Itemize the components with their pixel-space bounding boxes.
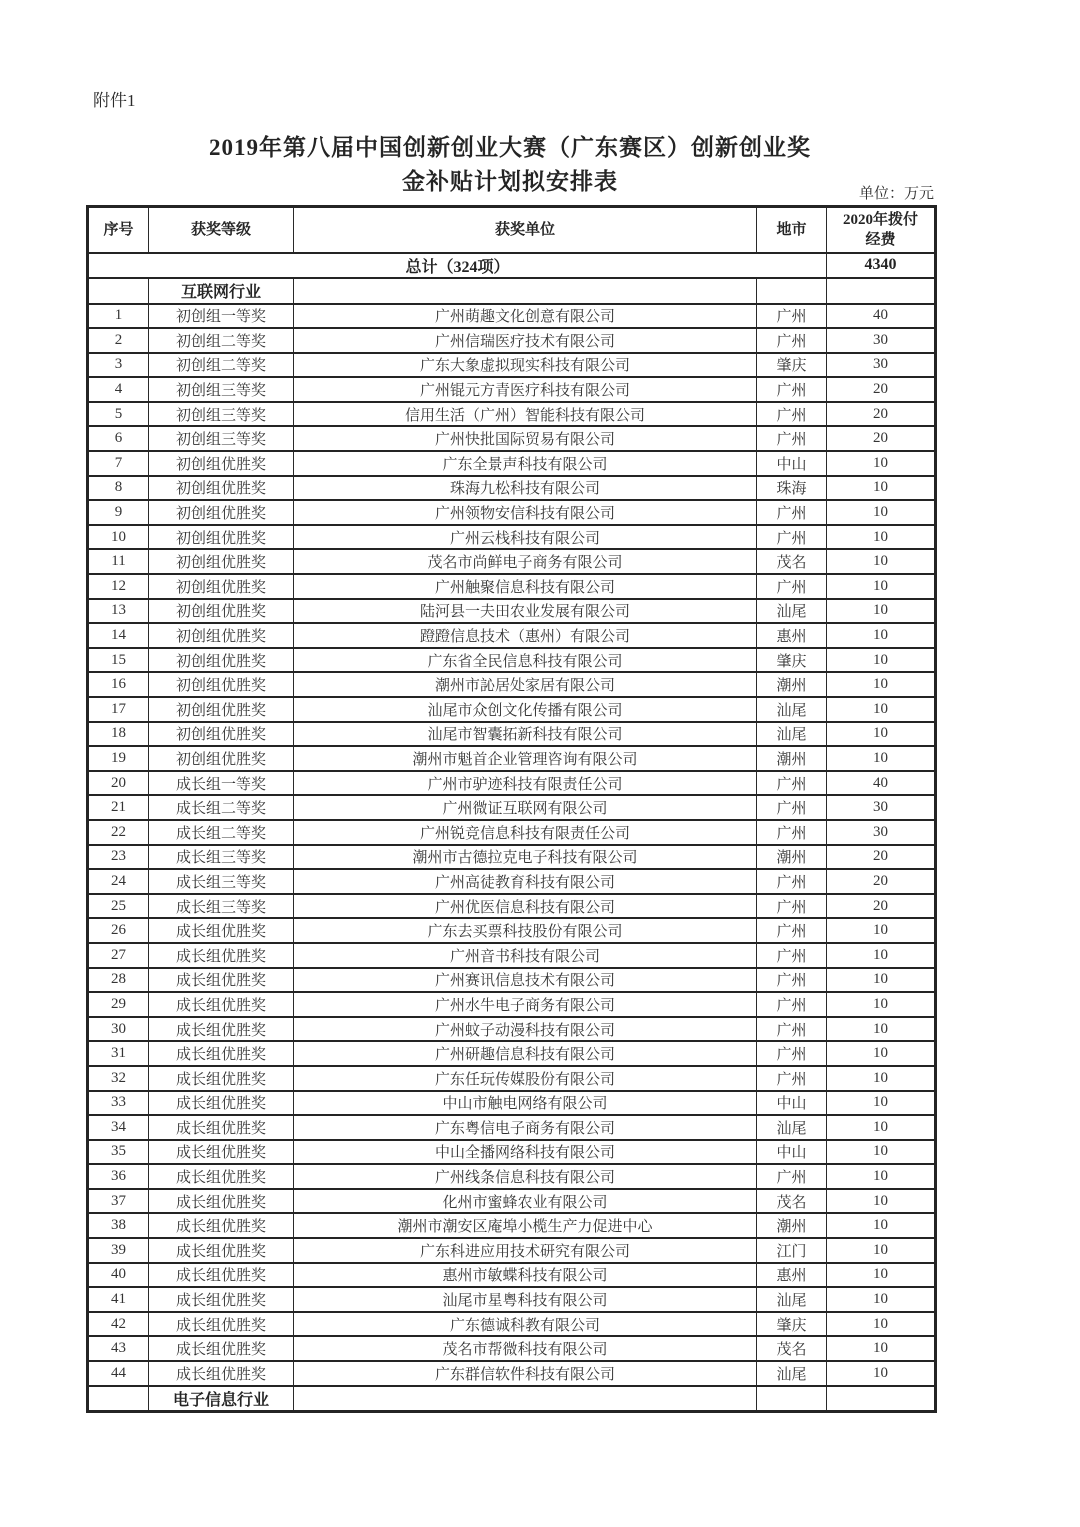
row-city: 茂名 bbox=[757, 549, 827, 574]
row-city: 中山 bbox=[757, 1140, 827, 1165]
row-company: 广州云栈科技有限公司 bbox=[294, 525, 757, 550]
row-company: 广州研趣信息科技有限公司 bbox=[294, 1041, 757, 1066]
section-row bbox=[88, 278, 936, 304]
row-no: 36 bbox=[88, 1164, 149, 1189]
section-name: 电子信息行业 bbox=[149, 1386, 294, 1412]
col-header-level: 获奖等级 bbox=[149, 207, 294, 253]
row-no: 44 bbox=[88, 1361, 149, 1386]
row-no: 28 bbox=[88, 968, 149, 993]
row-company: 陆河县一夫田农业发展有限公司 bbox=[294, 599, 757, 624]
row-level: 成长组优胜奖 bbox=[149, 1017, 294, 1042]
row-amount: 10 bbox=[827, 500, 936, 525]
row-level: 初创组优胜奖 bbox=[149, 451, 294, 476]
row-company: 广州锟元方青医疗科技有限公司 bbox=[294, 377, 757, 402]
row-level: 成长组三等奖 bbox=[149, 845, 294, 870]
row-city: 珠海 bbox=[757, 476, 827, 501]
row-no: 15 bbox=[88, 648, 149, 673]
row-level: 初创组一等奖 bbox=[149, 304, 294, 329]
row-company: 广东科进应用技术研究有限公司 bbox=[294, 1238, 757, 1263]
table-row bbox=[88, 402, 936, 427]
row-city: 广州 bbox=[757, 377, 827, 402]
row-no: 24 bbox=[88, 869, 149, 894]
row-city: 广州 bbox=[757, 894, 827, 919]
section-cell-company bbox=[294, 278, 757, 304]
row-amount: 10 bbox=[827, 1238, 936, 1263]
row-company: 信用生活（广州）智能科技有限公司 bbox=[294, 402, 757, 427]
section-cell-amount bbox=[827, 278, 936, 304]
row-level: 成长组优胜奖 bbox=[149, 1140, 294, 1165]
row-level: 初创组二等奖 bbox=[149, 353, 294, 378]
row-no: 9 bbox=[88, 500, 149, 525]
row-level: 成长组优胜奖 bbox=[149, 943, 294, 968]
row-level: 初创组优胜奖 bbox=[149, 648, 294, 673]
row-city: 肇庆 bbox=[757, 1312, 827, 1337]
section-cell-city bbox=[757, 278, 827, 304]
col-header-city: 地市 bbox=[757, 207, 827, 253]
row-amount: 40 bbox=[827, 771, 936, 796]
table-row bbox=[88, 599, 936, 624]
row-company: 茂名市尚鲜电子商务有限公司 bbox=[294, 549, 757, 574]
row-no: 19 bbox=[88, 746, 149, 771]
table-row bbox=[88, 648, 936, 673]
table-row bbox=[88, 549, 936, 574]
row-city: 广州 bbox=[757, 943, 827, 968]
row-city: 汕尾 bbox=[757, 1115, 827, 1140]
row-city: 广州 bbox=[757, 304, 827, 329]
row-company: 中山市触电网络有限公司 bbox=[294, 1091, 757, 1116]
row-city: 中山 bbox=[757, 451, 827, 476]
row-no: 1 bbox=[88, 304, 149, 329]
page-title-line2: 金补贴计划拟安排表 bbox=[402, 169, 618, 194]
total-amount: 4340 bbox=[827, 253, 936, 278]
row-amount: 20 bbox=[827, 402, 936, 427]
row-level: 初创组优胜奖 bbox=[149, 722, 294, 747]
row-amount: 10 bbox=[827, 599, 936, 624]
row-company: 潮州市訫居处家居有限公司 bbox=[294, 672, 757, 697]
row-company: 广州高徒教育科技有限公司 bbox=[294, 869, 757, 894]
row-level: 成长组优胜奖 bbox=[149, 1115, 294, 1140]
row-amount: 10 bbox=[827, 1263, 936, 1288]
row-no: 5 bbox=[88, 402, 149, 427]
table-row bbox=[88, 672, 936, 697]
row-amount: 30 bbox=[827, 328, 936, 353]
row-amount: 10 bbox=[827, 992, 936, 1017]
row-no: 26 bbox=[88, 918, 149, 943]
table-row bbox=[88, 722, 936, 747]
row-level: 初创组优胜奖 bbox=[149, 672, 294, 697]
row-company: 化州市蜜蜂农业有限公司 bbox=[294, 1189, 757, 1214]
row-level: 成长组二等奖 bbox=[149, 820, 294, 845]
row-no: 13 bbox=[88, 599, 149, 624]
row-no: 32 bbox=[88, 1066, 149, 1091]
row-city: 中山 bbox=[757, 1091, 827, 1116]
row-company: 广东德诚科教有限公司 bbox=[294, 1312, 757, 1337]
table-row bbox=[88, 451, 936, 476]
row-city: 广州 bbox=[757, 1066, 827, 1091]
row-company: 潮州市魁首企业管理咨询有限公司 bbox=[294, 746, 757, 771]
row-company: 惠州市敏蝶科技有限公司 bbox=[294, 1263, 757, 1288]
row-company: 广东全景声科技有限公司 bbox=[294, 451, 757, 476]
header-row bbox=[88, 207, 936, 253]
table-row bbox=[88, 992, 936, 1017]
row-company: 广东粤信电子商务有限公司 bbox=[294, 1115, 757, 1140]
table-row bbox=[88, 771, 936, 796]
page-title-line1: 2019年第八届中国创新创业大赛（广东赛区）创新创业奖 bbox=[209, 135, 811, 160]
col-header-no: 序号 bbox=[88, 207, 149, 253]
section-cell-city bbox=[757, 1386, 827, 1412]
row-amount: 10 bbox=[827, 648, 936, 673]
table-row bbox=[88, 1091, 936, 1116]
row-city: 广州 bbox=[757, 869, 827, 894]
row-level: 成长组优胜奖 bbox=[149, 1287, 294, 1312]
row-company: 广州萌趣文化创意有限公司 bbox=[294, 304, 757, 329]
row-no: 30 bbox=[88, 1017, 149, 1042]
table-row bbox=[88, 845, 936, 870]
row-company: 潮州市潮安区庵埠小榄生产力促进中心 bbox=[294, 1213, 757, 1238]
row-amount: 10 bbox=[827, 746, 936, 771]
table-row bbox=[88, 1164, 936, 1189]
row-amount: 10 bbox=[827, 968, 936, 993]
row-level: 成长组优胜奖 bbox=[149, 1189, 294, 1214]
row-city: 潮州 bbox=[757, 746, 827, 771]
table-row bbox=[88, 746, 936, 771]
table-row bbox=[88, 623, 936, 648]
row-company: 广州领物安信科技有限公司 bbox=[294, 500, 757, 525]
row-company: 广州信瑞医疗技术有限公司 bbox=[294, 328, 757, 353]
row-amount: 10 bbox=[827, 476, 936, 501]
row-company: 广东任玩传媒股份有限公司 bbox=[294, 1066, 757, 1091]
row-level: 初创组三等奖 bbox=[149, 426, 294, 451]
row-level: 初创组优胜奖 bbox=[149, 525, 294, 550]
table-row bbox=[88, 1312, 936, 1337]
row-level: 成长组优胜奖 bbox=[149, 1361, 294, 1386]
row-no: 21 bbox=[88, 795, 149, 820]
row-no: 23 bbox=[88, 845, 149, 870]
row-company: 广州快批国际贸易有限公司 bbox=[294, 426, 757, 451]
row-amount: 10 bbox=[827, 1041, 936, 1066]
row-no: 22 bbox=[88, 820, 149, 845]
row-amount: 10 bbox=[827, 451, 936, 476]
table-body bbox=[88, 253, 936, 1412]
row-company: 汕尾市星粤科技有限公司 bbox=[294, 1287, 757, 1312]
row-city: 汕尾 bbox=[757, 697, 827, 722]
row-amount: 10 bbox=[827, 1091, 936, 1116]
section-cell-no bbox=[88, 278, 149, 304]
col-header-funding-line1: 2020年拨付 bbox=[842, 211, 918, 228]
row-no: 2 bbox=[88, 328, 149, 353]
row-no: 7 bbox=[88, 451, 149, 476]
row-city: 汕尾 bbox=[757, 1287, 827, 1312]
row-no: 41 bbox=[88, 1287, 149, 1312]
row-company: 广东群信软件科技有限公司 bbox=[294, 1361, 757, 1386]
unit-label: 单位：万元 bbox=[858, 186, 934, 202]
row-amount: 20 bbox=[827, 426, 936, 451]
table-row bbox=[88, 697, 936, 722]
row-amount: 10 bbox=[827, 1066, 936, 1091]
row-level: 成长组三等奖 bbox=[149, 869, 294, 894]
row-amount: 10 bbox=[827, 943, 936, 968]
row-city: 肇庆 bbox=[757, 648, 827, 673]
row-no: 33 bbox=[88, 1091, 149, 1116]
row-level: 成长组优胜奖 bbox=[149, 1263, 294, 1288]
row-company: 广州线条信息科技有限公司 bbox=[294, 1164, 757, 1189]
row-company: 茂名市帮微科技有限公司 bbox=[294, 1336, 757, 1361]
row-city: 潮州 bbox=[757, 1213, 827, 1238]
row-company: 广州触聚信息科技有限公司 bbox=[294, 574, 757, 599]
row-no: 39 bbox=[88, 1238, 149, 1263]
row-no: 11 bbox=[88, 549, 149, 574]
row-city: 肇庆 bbox=[757, 353, 827, 378]
row-no: 37 bbox=[88, 1189, 149, 1214]
row-level: 成长组优胜奖 bbox=[149, 1164, 294, 1189]
row-no: 25 bbox=[88, 894, 149, 919]
table-row bbox=[88, 894, 936, 919]
row-amount: 10 bbox=[827, 623, 936, 648]
row-company: 广州水牛电子商务有限公司 bbox=[294, 992, 757, 1017]
row-level: 成长组优胜奖 bbox=[149, 1041, 294, 1066]
row-city: 广州 bbox=[757, 574, 827, 599]
row-level: 成长组优胜奖 bbox=[149, 918, 294, 943]
row-amount: 20 bbox=[827, 894, 936, 919]
row-city: 广州 bbox=[757, 992, 827, 1017]
row-level: 成长组优胜奖 bbox=[149, 1091, 294, 1116]
row-amount: 30 bbox=[827, 820, 936, 845]
row-company: 珠海九松科技有限公司 bbox=[294, 476, 757, 501]
row-level: 初创组优胜奖 bbox=[149, 476, 294, 501]
section-row bbox=[88, 1386, 936, 1412]
row-amount: 10 bbox=[827, 1189, 936, 1214]
row-city: 江门 bbox=[757, 1238, 827, 1263]
row-amount: 10 bbox=[827, 1164, 936, 1189]
table-row bbox=[88, 500, 936, 525]
row-no: 10 bbox=[88, 525, 149, 550]
row-amount: 30 bbox=[827, 795, 936, 820]
row-amount: 20 bbox=[827, 377, 936, 402]
table-row bbox=[88, 1066, 936, 1091]
row-city: 茂名 bbox=[757, 1189, 827, 1214]
table-row bbox=[88, 574, 936, 599]
row-no: 18 bbox=[88, 722, 149, 747]
row-no: 31 bbox=[88, 1041, 149, 1066]
row-amount: 10 bbox=[827, 722, 936, 747]
row-no: 20 bbox=[88, 771, 149, 796]
row-amount: 10 bbox=[827, 1017, 936, 1042]
row-amount: 20 bbox=[827, 845, 936, 870]
row-amount: 10 bbox=[827, 1336, 936, 1361]
table-row bbox=[88, 795, 936, 820]
table-row bbox=[88, 918, 936, 943]
row-level: 成长组三等奖 bbox=[149, 894, 294, 919]
table-row bbox=[88, 1361, 936, 1386]
row-level: 成长组优胜奖 bbox=[149, 1213, 294, 1238]
section-cell-no bbox=[88, 1386, 149, 1412]
section-name: 互联网行业 bbox=[149, 278, 294, 304]
row-city: 惠州 bbox=[757, 623, 827, 648]
row-level: 成长组优胜奖 bbox=[149, 992, 294, 1017]
row-no: 4 bbox=[88, 377, 149, 402]
row-amount: 10 bbox=[827, 672, 936, 697]
row-city: 广州 bbox=[757, 968, 827, 993]
row-city: 广州 bbox=[757, 525, 827, 550]
table-row bbox=[88, 328, 936, 353]
table-row bbox=[88, 1238, 936, 1263]
row-level: 成长组二等奖 bbox=[149, 795, 294, 820]
row-level: 成长组优胜奖 bbox=[149, 968, 294, 993]
row-level: 初创组优胜奖 bbox=[149, 623, 294, 648]
table-row bbox=[88, 1017, 936, 1042]
row-city: 广州 bbox=[757, 918, 827, 943]
row-company: 广州优医信息科技有限公司 bbox=[294, 894, 757, 919]
row-amount: 10 bbox=[827, 525, 936, 550]
row-city: 广州 bbox=[757, 1041, 827, 1066]
row-no: 29 bbox=[88, 992, 149, 1017]
row-level: 初创组三等奖 bbox=[149, 402, 294, 427]
row-amount: 10 bbox=[827, 1287, 936, 1312]
table-row bbox=[88, 869, 936, 894]
table-row bbox=[88, 1115, 936, 1140]
row-city: 广州 bbox=[757, 1164, 827, 1189]
table-row bbox=[88, 304, 936, 329]
row-level: 初创组优胜奖 bbox=[149, 500, 294, 525]
row-level: 成长组优胜奖 bbox=[149, 1238, 294, 1263]
row-amount: 10 bbox=[827, 697, 936, 722]
row-no: 8 bbox=[88, 476, 149, 501]
table-row bbox=[88, 1213, 936, 1238]
row-amount: 10 bbox=[827, 918, 936, 943]
row-amount: 10 bbox=[827, 1361, 936, 1386]
table-row bbox=[88, 968, 936, 993]
row-level: 成长组一等奖 bbox=[149, 771, 294, 796]
row-company: 汕尾市众创文化传播有限公司 bbox=[294, 697, 757, 722]
row-company: 广东大象虚拟现实科技有限公司 bbox=[294, 353, 757, 378]
row-city: 广州 bbox=[757, 795, 827, 820]
row-no: 42 bbox=[88, 1312, 149, 1337]
row-company: 中山全播网络科技有限公司 bbox=[294, 1140, 757, 1165]
attachment-label: 附件1 bbox=[93, 91, 136, 110]
section-cell-amount bbox=[827, 1386, 936, 1412]
table-row bbox=[88, 1287, 936, 1312]
row-amount: 10 bbox=[827, 1213, 936, 1238]
row-company: 广州赛讯信息技术有限公司 bbox=[294, 968, 757, 993]
row-company: 广州蚊子动漫科技有限公司 bbox=[294, 1017, 757, 1042]
table-header bbox=[88, 207, 936, 253]
table-row bbox=[88, 1336, 936, 1361]
row-no: 43 bbox=[88, 1336, 149, 1361]
table-row bbox=[88, 943, 936, 968]
row-company: 广州市驴迹科技有限责任公司 bbox=[294, 771, 757, 796]
row-amount: 10 bbox=[827, 1312, 936, 1337]
row-city: 广州 bbox=[757, 1017, 827, 1042]
row-no: 17 bbox=[88, 697, 149, 722]
row-company: 广州锐竞信息科技有限责任公司 bbox=[294, 820, 757, 845]
row-city: 汕尾 bbox=[757, 1361, 827, 1386]
row-no: 3 bbox=[88, 353, 149, 378]
row-level: 初创组优胜奖 bbox=[149, 599, 294, 624]
row-level: 初创组优胜奖 bbox=[149, 549, 294, 574]
row-amount: 20 bbox=[827, 869, 936, 894]
row-city: 汕尾 bbox=[757, 722, 827, 747]
row-level: 初创组三等奖 bbox=[149, 377, 294, 402]
row-company: 广东省全民信息科技有限公司 bbox=[294, 648, 757, 673]
row-amount: 10 bbox=[827, 574, 936, 599]
row-city: 广州 bbox=[757, 771, 827, 796]
row-level: 初创组优胜奖 bbox=[149, 697, 294, 722]
row-level: 成长组优胜奖 bbox=[149, 1066, 294, 1091]
row-no: 27 bbox=[88, 943, 149, 968]
table-row bbox=[88, 1263, 936, 1288]
table-row bbox=[88, 1140, 936, 1165]
section-cell-company bbox=[294, 1386, 757, 1412]
row-amount: 10 bbox=[827, 1140, 936, 1165]
row-city: 广州 bbox=[757, 500, 827, 525]
row-no: 34 bbox=[88, 1115, 149, 1140]
row-company: 汕尾市智囊拓新科技有限公司 bbox=[294, 722, 757, 747]
row-city: 广州 bbox=[757, 426, 827, 451]
row-no: 16 bbox=[88, 672, 149, 697]
col-header-company: 获奖单位 bbox=[294, 207, 757, 253]
row-city: 广州 bbox=[757, 402, 827, 427]
row-city: 惠州 bbox=[757, 1263, 827, 1288]
row-city: 汕尾 bbox=[757, 599, 827, 624]
row-city: 广州 bbox=[757, 328, 827, 353]
table-row bbox=[88, 525, 936, 550]
table-row bbox=[88, 1189, 936, 1214]
table-row bbox=[88, 353, 936, 378]
row-no: 38 bbox=[88, 1213, 149, 1238]
table-row bbox=[88, 476, 936, 501]
row-level: 初创组优胜奖 bbox=[149, 574, 294, 599]
row-no: 12 bbox=[88, 574, 149, 599]
row-company: 广东去买票科技股份有限公司 bbox=[294, 918, 757, 943]
table-row bbox=[88, 377, 936, 402]
row-level: 成长组优胜奖 bbox=[149, 1312, 294, 1337]
row-level: 初创组优胜奖 bbox=[149, 746, 294, 771]
row-level: 成长组优胜奖 bbox=[149, 1336, 294, 1361]
row-company: 潮州市古德拉克电子科技有限公司 bbox=[294, 845, 757, 870]
row-amount: 30 bbox=[827, 353, 936, 378]
row-company: 广州音书科技有限公司 bbox=[294, 943, 757, 968]
row-amount: 40 bbox=[827, 304, 936, 329]
col-header-funding bbox=[827, 207, 936, 253]
table-row bbox=[88, 426, 936, 451]
row-city: 潮州 bbox=[757, 672, 827, 697]
total-row bbox=[88, 253, 936, 278]
row-no: 40 bbox=[88, 1263, 149, 1288]
table-row bbox=[88, 820, 936, 845]
row-company: 广州微证互联网有限公司 bbox=[294, 795, 757, 820]
row-city: 茂名 bbox=[757, 1336, 827, 1361]
row-level: 初创组二等奖 bbox=[149, 328, 294, 353]
row-amount: 10 bbox=[827, 1115, 936, 1140]
row-amount: 10 bbox=[827, 549, 936, 574]
col-header-funding-line2: 经费 bbox=[865, 231, 896, 248]
row-city: 广州 bbox=[757, 820, 827, 845]
table-row bbox=[88, 1041, 936, 1066]
total-label: 总计（324项） bbox=[88, 253, 827, 278]
row-company: 蹬蹬信息技术（惠州）有限公司 bbox=[294, 623, 757, 648]
row-no: 35 bbox=[88, 1140, 149, 1165]
row-no: 6 bbox=[88, 426, 149, 451]
award-table bbox=[86, 205, 937, 1413]
row-city: 潮州 bbox=[757, 845, 827, 870]
row-no: 14 bbox=[88, 623, 149, 648]
